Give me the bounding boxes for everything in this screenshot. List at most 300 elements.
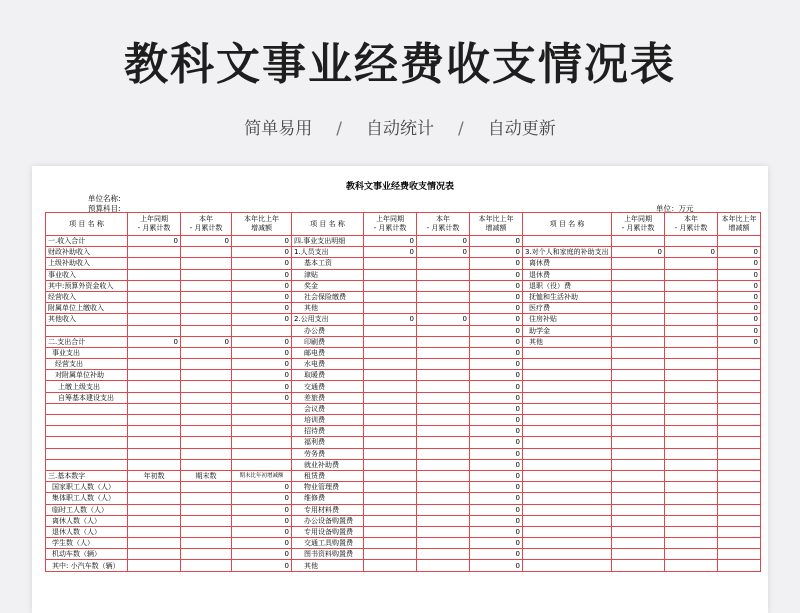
table-cell: 0 — [718, 303, 761, 314]
table-cell: 0 — [232, 336, 292, 347]
table-cell — [364, 370, 417, 381]
table-cell — [417, 482, 470, 493]
table-cell — [523, 504, 612, 515]
table-cell — [181, 504, 232, 515]
table-cell: 0 — [232, 515, 292, 526]
table-cell — [128, 459, 181, 470]
table-cell — [364, 459, 417, 470]
table-row — [46, 381, 761, 392]
table-cell: 0 — [665, 247, 718, 258]
table-cell: 0 — [470, 291, 523, 302]
table-row — [46, 370, 761, 381]
table-cell — [523, 526, 612, 537]
table-cell: 租赁费 — [292, 470, 364, 481]
table-cell — [612, 291, 665, 302]
table-cell: 0 — [718, 314, 761, 325]
table-cell: 期末比年初增减额 — [232, 470, 292, 481]
table-cell — [612, 459, 665, 470]
table-cell: 取暖费 — [292, 370, 364, 381]
table-cell — [181, 258, 232, 269]
table-cell — [523, 538, 612, 549]
table-cell: 培训费 — [292, 415, 364, 426]
table-cell: 3.对个人和家庭的补助支出 — [523, 247, 612, 258]
table-cell: 0 — [718, 247, 761, 258]
table-cell — [128, 370, 181, 381]
table-cell — [718, 470, 761, 481]
table-row — [46, 247, 761, 258]
table-row — [46, 459, 761, 470]
table-cell — [612, 370, 665, 381]
table-cell: 0 — [470, 347, 523, 358]
table-cell: 离休费 — [523, 258, 612, 269]
header-prev — [612, 213, 665, 236]
table-cell: 会议费 — [292, 403, 364, 414]
table-cell: 津贴 — [292, 269, 364, 280]
table-cell: 0 — [232, 314, 292, 325]
table-cell: 0 — [470, 359, 523, 370]
feature-tags — [0, 114, 800, 139]
table-row — [46, 526, 761, 537]
table-cell — [181, 415, 232, 426]
table-cell — [523, 426, 612, 437]
table-cell: 邮电费 — [292, 347, 364, 358]
table-cell: 0 — [718, 325, 761, 336]
table-cell: 0 — [612, 247, 665, 258]
table-cell: 事业支出 — [46, 347, 128, 358]
header-curr-text: 本年 - 月累计数 — [189, 215, 223, 232]
table-cell: 退职（役）费 — [523, 280, 612, 291]
table-cell: 0 — [181, 236, 232, 247]
table-cell — [232, 437, 292, 448]
table-cell: 上级补助收入 — [46, 258, 128, 269]
table-cell: 社会保险缴费 — [292, 291, 364, 302]
table-cell — [128, 314, 181, 325]
table-cell — [364, 470, 417, 481]
table-cell: 0 — [470, 381, 523, 392]
table-cell — [417, 269, 470, 280]
table-cell — [665, 303, 718, 314]
table-cell — [523, 359, 612, 370]
header-item: 项 目 名 称 — [46, 213, 128, 236]
table-cell: 0 — [470, 314, 523, 325]
table-cell — [417, 493, 470, 504]
table-row — [46, 403, 761, 414]
table-cell: 医疗费 — [523, 303, 612, 314]
header-prev-text: 上年同期 - 月累计数 — [621, 215, 655, 232]
table-cell: 2.公用支出 — [292, 314, 364, 325]
table-cell: 0 — [470, 280, 523, 291]
table-cell — [417, 470, 470, 481]
table-cell — [523, 415, 612, 426]
table-cell — [417, 526, 470, 537]
table-cell: 0 — [718, 291, 761, 302]
table-cell — [612, 258, 665, 269]
table-cell: 办公费 — [292, 325, 364, 336]
table-cell — [665, 459, 718, 470]
table-cell: 0 — [470, 236, 523, 247]
table-cell — [364, 392, 417, 403]
table-cell — [718, 403, 761, 414]
table-cell — [665, 314, 718, 325]
table-row — [46, 314, 761, 325]
table-cell: 对附属单位补助 — [46, 370, 128, 381]
table-cell: 0 — [470, 247, 523, 258]
table-cell — [417, 258, 470, 269]
table-cell: 物业管理费 — [292, 482, 364, 493]
table-cell — [232, 415, 292, 426]
table-row — [46, 291, 761, 302]
table-cell — [718, 560, 761, 571]
table-cell: 0 — [232, 347, 292, 358]
table-cell: 0 — [470, 258, 523, 269]
table-cell — [232, 448, 292, 459]
table-cell — [364, 437, 417, 448]
table-cell: 劳务费 — [292, 448, 364, 459]
table-cell — [417, 291, 470, 302]
page-title: 教科文事业经费收支情况表 — [124, 39, 676, 90]
table-cell: 抚恤和生活补助 — [523, 291, 612, 302]
table-cell — [364, 538, 417, 549]
table-cell: 0 — [470, 392, 523, 403]
table-cell — [364, 403, 417, 414]
table-cell — [612, 493, 665, 504]
table-cell: 0 — [232, 280, 292, 291]
header-prev-text: 上年同期 - 月累计数 — [137, 215, 171, 232]
table-cell — [665, 403, 718, 414]
table-row — [46, 336, 761, 347]
table-cell — [612, 280, 665, 291]
table-cell: 财政补助收入 — [46, 247, 128, 258]
table-cell — [46, 459, 128, 470]
table-cell — [417, 359, 470, 370]
table-cell — [417, 560, 470, 571]
table-row — [46, 269, 761, 280]
table-cell: 0 — [470, 415, 523, 426]
table-cell — [417, 280, 470, 291]
table-cell: 0 — [232, 303, 292, 314]
table-cell — [612, 515, 665, 526]
table-cell: 0 — [128, 236, 181, 247]
table-cell — [364, 515, 417, 526]
table-cell — [128, 560, 181, 571]
table-cell: 奖金 — [292, 280, 364, 291]
header-prev — [364, 213, 417, 236]
table-cell: 其中: 小汽车数（辆） — [46, 560, 128, 571]
table-cell — [612, 381, 665, 392]
table-cell — [181, 493, 232, 504]
sheet-title: 教科文事业经费收支情况表 — [345, 182, 454, 192]
table-cell — [665, 504, 718, 515]
budget-subject-label: 预算科目: — [88, 204, 121, 213]
table-cell — [523, 549, 612, 560]
table-cell: 0 — [718, 258, 761, 269]
table-cell — [612, 538, 665, 549]
table-cell — [181, 347, 232, 358]
table-cell — [612, 504, 665, 515]
table-cell: 住房补贴 — [523, 314, 612, 325]
table-cell — [181, 291, 232, 302]
table-cell — [718, 526, 761, 537]
tag-separator: / — [458, 119, 464, 139]
table-cell — [181, 314, 232, 325]
table-cell — [364, 325, 417, 336]
tag-easy: 简单易用 — [244, 119, 313, 139]
table-cell — [46, 403, 128, 414]
header-yoy-text: 本年比上年 增减额 — [721, 215, 757, 232]
table-row — [46, 415, 761, 426]
table-cell — [128, 291, 181, 302]
header-row — [46, 213, 761, 236]
table-cell — [364, 415, 417, 426]
table-cell: 其他收入 — [46, 314, 128, 325]
table-cell — [665, 258, 718, 269]
table-cell: 其中:预算外资金收入 — [46, 280, 128, 291]
table-cell: 0 — [470, 526, 523, 537]
table-cell — [665, 280, 718, 291]
table-cell — [523, 515, 612, 526]
table-cell: 上缴上级支出 — [46, 381, 128, 392]
table-cell — [665, 437, 718, 448]
table-cell: 0 — [364, 314, 417, 325]
table-cell — [181, 303, 232, 314]
header-curr-text: 本年 - 月累计数 — [426, 215, 460, 232]
table-cell — [718, 426, 761, 437]
table-cell: 学生数（人） — [46, 538, 128, 549]
header-curr-text: 本年 - 月累计数 — [674, 215, 708, 232]
tag-auto-update: 自动更新 — [487, 119, 556, 139]
table-cell: 退休人数（人） — [46, 526, 128, 537]
table-cell: 0 — [470, 303, 523, 314]
header-curr — [665, 213, 718, 236]
table-cell: 四.事业支出明细 — [292, 236, 364, 247]
table-cell — [612, 549, 665, 560]
table-cell — [665, 325, 718, 336]
table-cell: 0 — [470, 560, 523, 571]
table-cell — [718, 459, 761, 470]
table-cell: 0 — [470, 482, 523, 493]
table-cell — [665, 549, 718, 560]
table-cell — [612, 415, 665, 426]
table-row — [46, 482, 761, 493]
table-cell — [523, 470, 612, 481]
table-row — [46, 470, 761, 481]
table-cell: 临时工人数（人） — [46, 504, 128, 515]
table-cell: 基本工资 — [292, 258, 364, 269]
unit-right-label: 单位：万元 — [656, 204, 694, 213]
table-cell — [181, 448, 232, 459]
header-yoy — [470, 213, 523, 236]
table-cell — [364, 549, 417, 560]
table-cell: 差旅费 — [292, 392, 364, 403]
table-cell — [417, 538, 470, 549]
table-row — [46, 280, 761, 291]
table-cell — [612, 482, 665, 493]
table-cell — [128, 426, 181, 437]
table-cell — [181, 560, 232, 571]
table-cell — [665, 359, 718, 370]
table-cell — [612, 560, 665, 571]
table-cell: 附属单位上缴收入 — [46, 303, 128, 314]
table-cell — [181, 280, 232, 291]
table-cell — [417, 504, 470, 515]
table-cell — [128, 303, 181, 314]
table-cell — [128, 515, 181, 526]
table-cell — [46, 426, 128, 437]
table-cell — [181, 482, 232, 493]
table-cell — [46, 325, 128, 336]
table-cell — [364, 560, 417, 571]
table-cell: 三.基本数字 — [46, 470, 128, 481]
table-cell — [181, 437, 232, 448]
table-row — [46, 258, 761, 269]
table-cell — [612, 269, 665, 280]
table-cell — [128, 359, 181, 370]
table-cell — [523, 392, 612, 403]
table-cell — [523, 493, 612, 504]
table-cell: 经营收入 — [46, 291, 128, 302]
table-cell — [128, 280, 181, 291]
table-cell — [128, 482, 181, 493]
table-cell: 0 — [470, 493, 523, 504]
table-cell — [612, 325, 665, 336]
table-cell — [417, 303, 470, 314]
table-cell: 专用材料费 — [292, 504, 364, 515]
table-cell — [364, 448, 417, 459]
table-cell: 年初数 — [128, 470, 181, 481]
table-cell: 0 — [232, 258, 292, 269]
table-row — [46, 504, 761, 515]
table-cell — [46, 448, 128, 459]
table-cell — [718, 538, 761, 549]
table-cell — [128, 258, 181, 269]
table-cell: 0 — [232, 236, 292, 247]
table-cell: 国家职工人数（人） — [46, 482, 128, 493]
table-cell — [417, 459, 470, 470]
table-cell — [128, 415, 181, 426]
table-cell: 0 — [417, 247, 470, 258]
table-cell: 办公设备购置费 — [292, 515, 364, 526]
table-row — [46, 448, 761, 459]
table-cell: 0 — [470, 459, 523, 470]
table-cell — [417, 403, 470, 414]
table-cell — [665, 470, 718, 481]
table-cell: 助学金 — [523, 325, 612, 336]
table-cell — [128, 448, 181, 459]
table-cell — [612, 303, 665, 314]
table-cell — [612, 392, 665, 403]
table-cell: 经营支出 — [46, 359, 128, 370]
table-cell — [523, 437, 612, 448]
table-cell: 二.支出合计 — [46, 336, 128, 347]
table-cell — [523, 236, 612, 247]
table-cell — [364, 426, 417, 437]
table-cell: 0 — [364, 236, 417, 247]
table-row — [46, 560, 761, 571]
table-cell: 0 — [232, 269, 292, 280]
table-cell — [665, 269, 718, 280]
table-cell — [718, 392, 761, 403]
table-cell — [364, 526, 417, 537]
table-cell — [612, 426, 665, 437]
table-cell — [232, 459, 292, 470]
table-cell — [718, 493, 761, 504]
table-cell — [612, 437, 665, 448]
table-cell — [181, 381, 232, 392]
table-cell — [417, 415, 470, 426]
table-cell — [417, 381, 470, 392]
table-cell — [128, 381, 181, 392]
table-row — [46, 437, 761, 448]
table-cell — [417, 370, 470, 381]
table-cell — [417, 426, 470, 437]
table-cell — [523, 482, 612, 493]
table-row — [46, 538, 761, 549]
table-cell — [665, 392, 718, 403]
table-row — [46, 426, 761, 437]
table-cell — [612, 314, 665, 325]
table-cell — [523, 560, 612, 571]
table-cell — [181, 515, 232, 526]
table-cell: 0 — [718, 269, 761, 280]
table-cell: 0 — [232, 247, 292, 258]
table-cell — [417, 515, 470, 526]
table-row — [46, 549, 761, 560]
table-cell — [364, 269, 417, 280]
table-cell — [128, 504, 181, 515]
table-cell — [718, 437, 761, 448]
table-cell: 就业补助费 — [292, 459, 364, 470]
table-cell — [523, 381, 612, 392]
table-cell: 0 — [718, 280, 761, 291]
table-cell — [181, 370, 232, 381]
header-prev-text: 上年同期 - 月累计数 — [373, 215, 407, 232]
table-cell — [181, 526, 232, 537]
table-cell — [417, 336, 470, 347]
header-item: 项 目 名 称 — [523, 213, 612, 236]
table-cell: 集体职工人数（人） — [46, 493, 128, 504]
table-cell — [181, 403, 232, 414]
table-cell: 印刷费 — [292, 336, 364, 347]
table-cell: 维修费 — [292, 493, 364, 504]
table-cell: 0 — [181, 336, 232, 347]
table-cell — [364, 347, 417, 358]
table-cell — [364, 482, 417, 493]
table-cell: 0 — [470, 403, 523, 414]
table-cell: 图书资料购置费 — [292, 549, 364, 560]
table-cell — [181, 538, 232, 549]
table-cell — [523, 370, 612, 381]
table-cell — [665, 538, 718, 549]
table-cell — [128, 493, 181, 504]
table-cell — [181, 392, 232, 403]
table-row — [46, 303, 761, 314]
table-cell — [665, 515, 718, 526]
table-cell — [718, 370, 761, 381]
table-cell — [665, 336, 718, 347]
table-cell: 福利费 — [292, 437, 364, 448]
header-prev — [128, 213, 181, 236]
table-cell: 0 — [128, 336, 181, 347]
table-cell — [46, 415, 128, 426]
table-cell: 0 — [470, 448, 523, 459]
table-cell — [181, 359, 232, 370]
table-cell: 0 — [417, 236, 470, 247]
table-cell — [665, 347, 718, 358]
header-yoy-text: 本年比上年 增减额 — [244, 215, 279, 232]
table-cell — [612, 347, 665, 358]
table-cell: 0 — [232, 493, 292, 504]
table-cell: 期末数 — [181, 470, 232, 481]
